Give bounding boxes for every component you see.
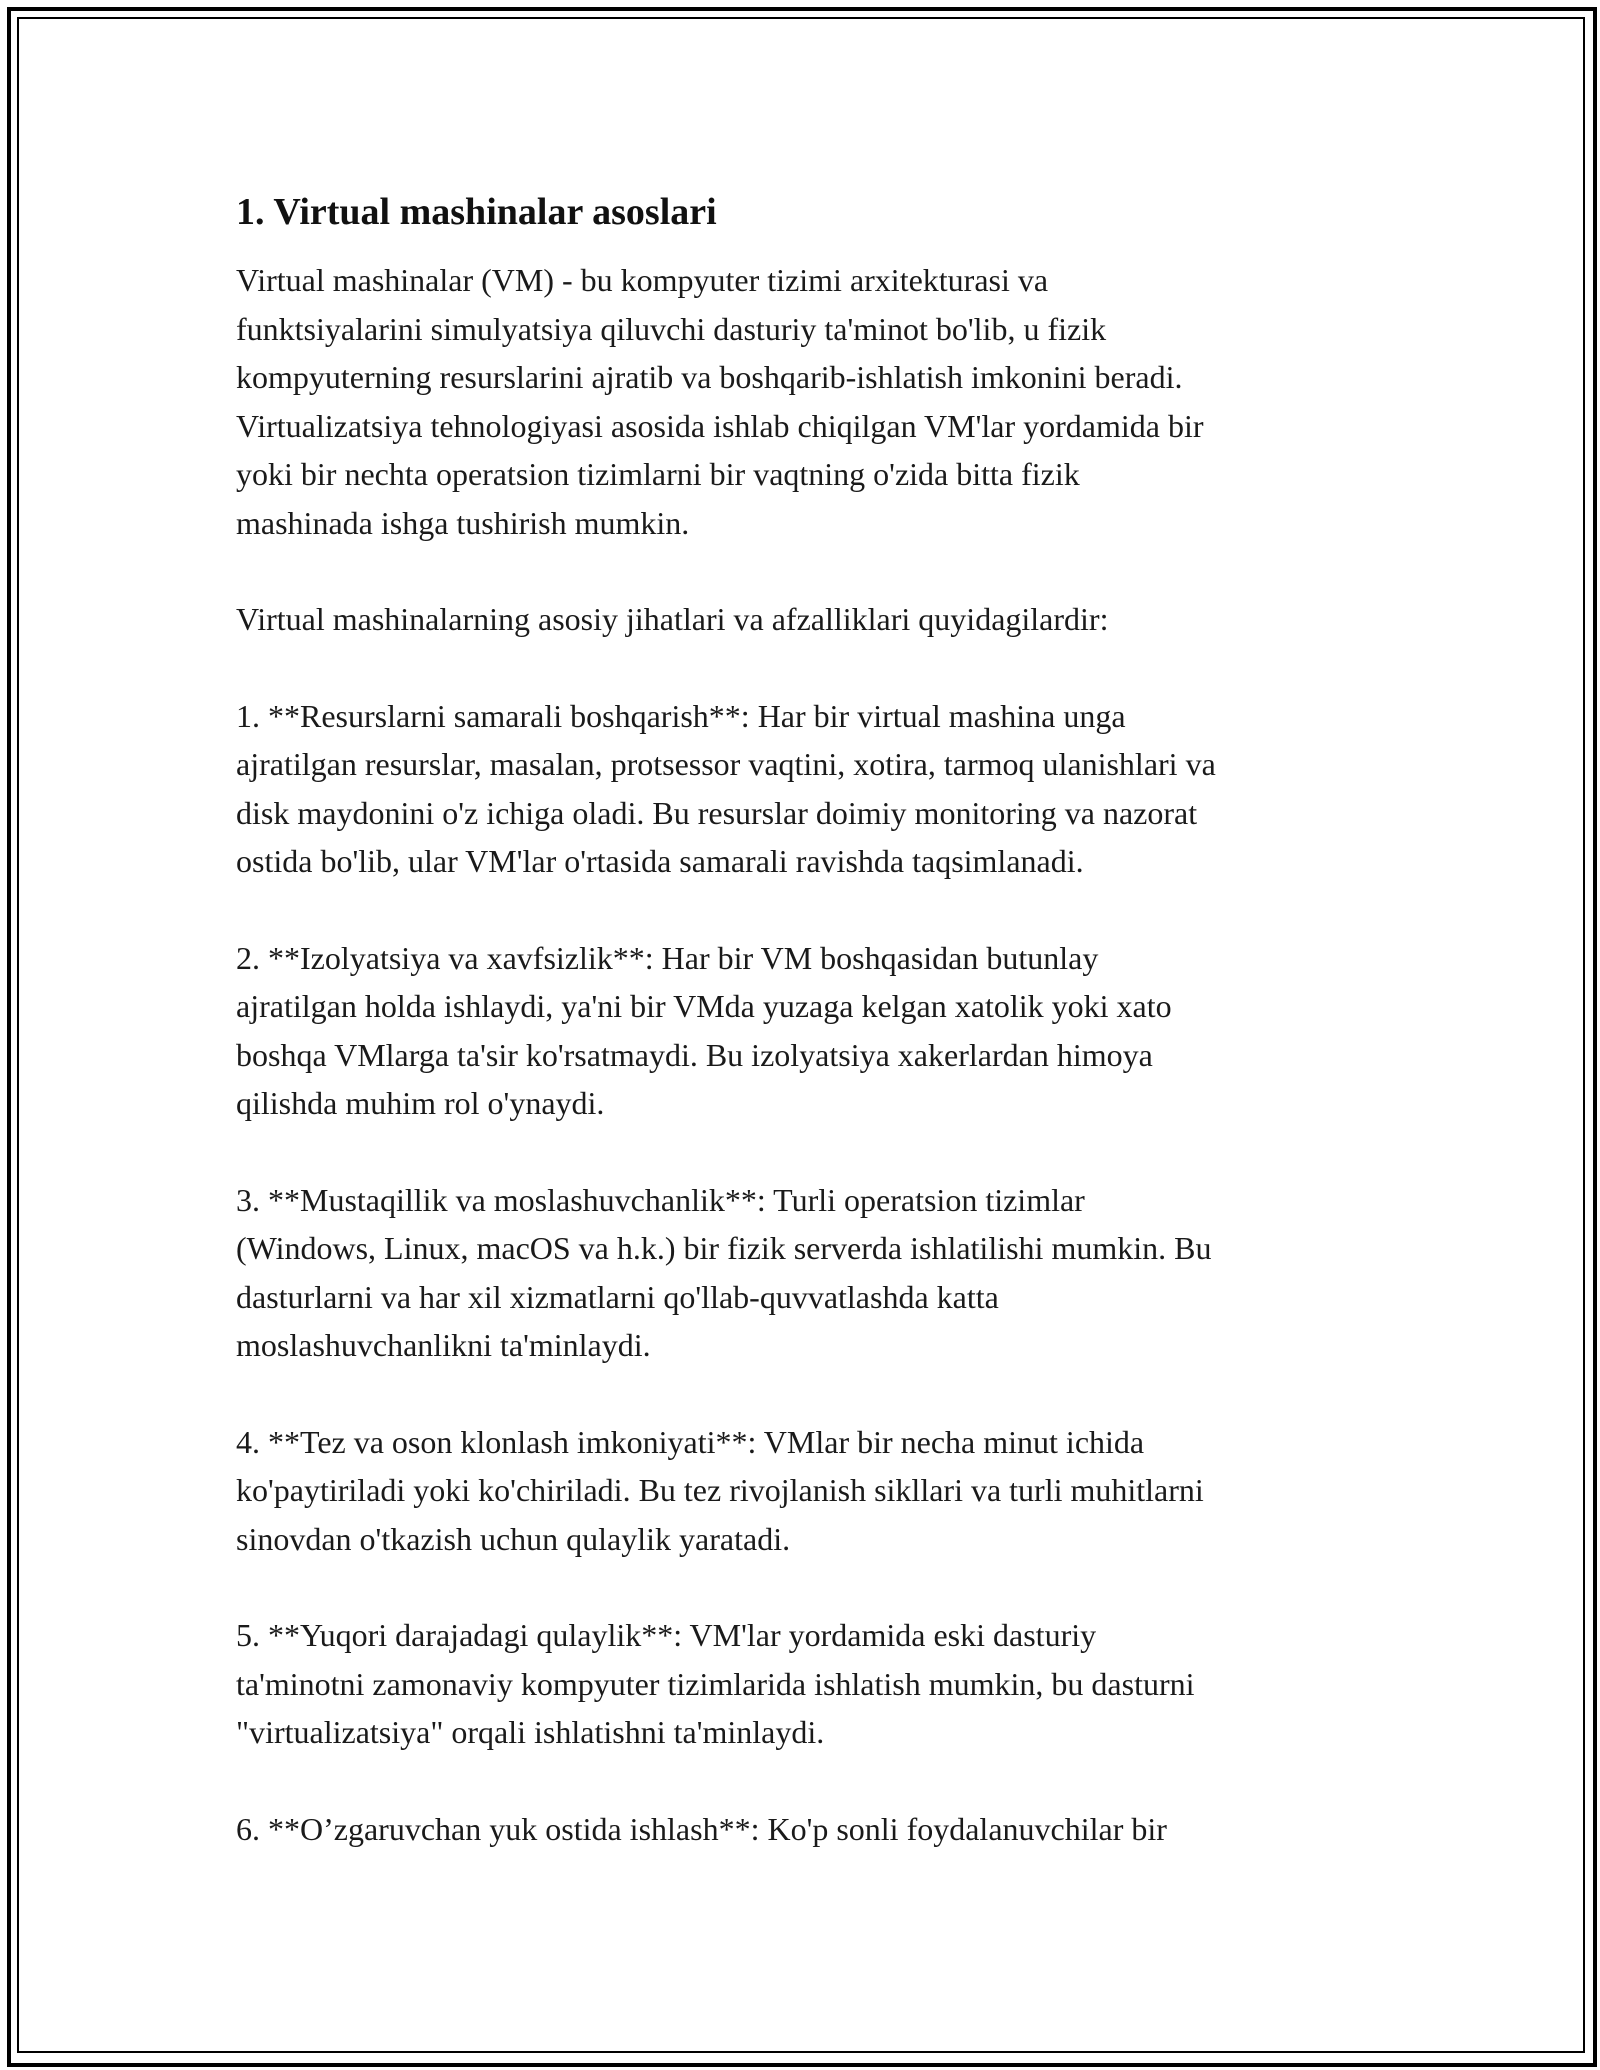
paragraph bbox=[236, 1176, 1376, 1370]
text-line: ta'minotni zamonaviy kompyuter tizimlarida ishlatish mumkin, bu dasturni bbox=[236, 1665, 1195, 1702]
text-line: 6. **O’zgaruvchan yuk ostida ishlash**: Ko'p sonli foydalanuvchilar bir bbox=[236, 1810, 1167, 1847]
document-body bbox=[236, 188, 1376, 1901]
paragraph-list bbox=[236, 256, 1376, 1853]
text-line: 2. **Izolyatsiya va xavfsizlik**: Har bir VM boshqasidan butunlay bbox=[236, 939, 1099, 976]
text-line: 5. **Yuqori darajadagi qulaylik**: VM'lar yordamida eski dasturiy bbox=[236, 1617, 1097, 1653]
text-line: ko'paytiriladi yoki ko'chiriladi. Bu tez rivojlanish sikllari va turli muhitlarni bbox=[236, 1472, 1204, 1508]
text-line: Virtual mashinalarning asosiy jihatlari va afzalliklari quyidagilardir: bbox=[236, 601, 1109, 637]
text-line: kompyuterning resurslarini ajratib va boshqarib-ishlatish imkonini beradi. bbox=[236, 359, 1183, 395]
paragraph bbox=[236, 934, 1376, 1128]
paragraph bbox=[236, 595, 1376, 644]
text-line: "virtualizatsiya" orqali ishlatishni ta'minlaydi. bbox=[236, 1714, 825, 1750]
paragraph bbox=[236, 1805, 1376, 1854]
text-line: 3. **Mustaqillik va moslashuvchanlik**: Turli operatsion tizimlar bbox=[236, 1181, 1085, 1218]
text-line: 1. **Resurslarni samarali boshqarish**: Har bir virtual mashina unga bbox=[236, 697, 1126, 734]
paragraph bbox=[236, 256, 1376, 547]
text-line: (Windows, Linux, macOS va h.k.) bir fizik serverda ishlatilishi mumkin. Bu bbox=[236, 1230, 1212, 1266]
text-line: Virtualizatsiya tehnologiyasi asosida ishlab chiqilgan VM'lar yordamida bir bbox=[236, 407, 1204, 444]
text-line: moslashuvchanlikni ta'minlaydi. bbox=[236, 1327, 651, 1363]
text-line: sinovdan o'tkazish uchun qulaylik yaratadi. bbox=[236, 1520, 791, 1557]
paragraph bbox=[236, 692, 1376, 886]
paragraph bbox=[236, 1418, 1376, 1564]
text-line: boshqa VMlarga ta'sir ko'rsatmaydi. Bu izolyatsiya xakerlardan himoya bbox=[236, 1036, 1153, 1073]
text-line: ajratilgan holda ishlaydi, ya'ni bir VMda yuzaga kelgan xatolik yoki xato bbox=[236, 988, 1172, 1024]
text-line: ostida bo'lib, ular VM'lar o'rtasida samarali ravishda taqsimlanadi. bbox=[236, 843, 1084, 879]
document-title: 1. Virtual mashinalar asoslari bbox=[236, 191, 717, 233]
text-line: Virtual mashinalar (VM) - bu kompyuter tizimi arxitekturasi va bbox=[236, 262, 1049, 298]
text-line: disk maydonini o'z ichiga oladi. Bu resurslar doimiy monitoring va nazorat bbox=[236, 794, 1198, 831]
text-line: ajratilgan resurslar, masalan, protsessor vaqtini, xotira, tarmoq ulanishlari va bbox=[236, 746, 1216, 782]
text-line: yoki bir nechta operatsion tizimlarni bir vaqtning o'zida bitta fizik bbox=[236, 456, 1080, 492]
paragraph bbox=[236, 1611, 1376, 1757]
text-line: funktsiyalarini simulyatsiya qiluvchi dasturiy ta'minot bo'lib, u fizik bbox=[236, 310, 1107, 347]
text-line: 4. **Tez va oson klonlash imkoniyati**: VMlar bir necha minut ichida bbox=[236, 1423, 1145, 1460]
text-line: mashinada ishga tushirish mumkin. bbox=[236, 504, 690, 541]
text-line: qilishda muhim rol o'ynaydi. bbox=[236, 1085, 605, 1121]
text-line: dasturlarni va har xil xizmatlarni qo'llab-quvvatlashda katta bbox=[236, 1278, 999, 1315]
